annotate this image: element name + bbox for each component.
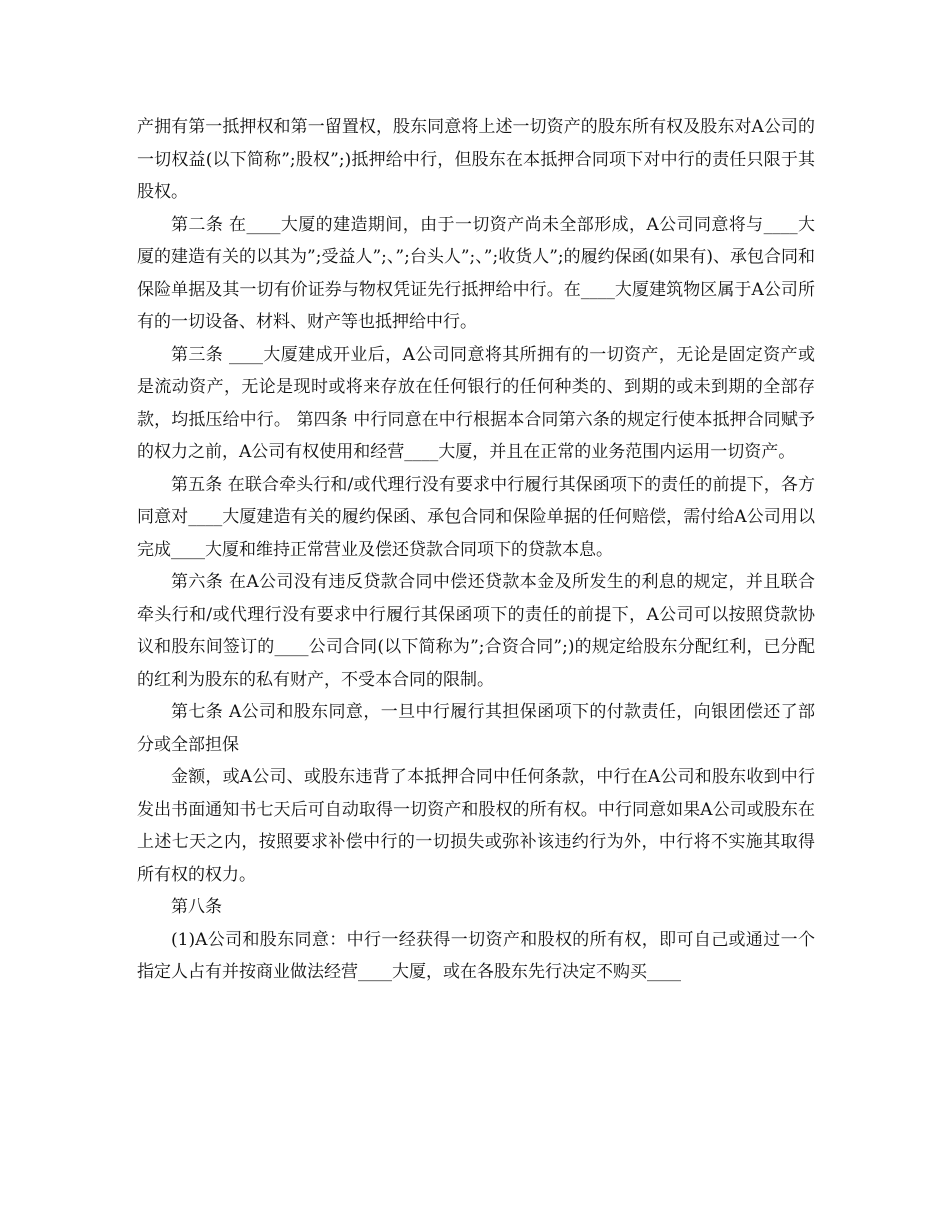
paragraph-article-8-heading: 第八条: [171, 897, 222, 917]
paragraph-1: 产拥有第一抵押权和第一留置权，股东同意将上述一切资产的股东所有权及股东对A公司的一切权益(以下简称”;股权”;)抵押给中行，但股东在本抵押合同项下对中行的责任只限于其股权。: [137, 117, 815, 202]
document-page: [137, 111, 815, 989]
paragraph-article-7: 第七条 A公司和股东同意，一旦中行履行其担保函项下的付款责任，向银团偿还了部分或全部担保: [137, 702, 815, 755]
paragraph-article-6: 第六条 在A公司没有违反贷款合同中偿还贷款本金及所发生的利息的规定，并且联合牵头行和/或代理行没有要求中行履行其保函项下的责任的前提下，A公司可以按照贷款协议和股东间签订的____公司合同(以下简称为”;合资合同”;)的规定给股东分配红利，已分配的红利为股东的私有财产，不受本合同的限制。: [137, 572, 815, 690]
paragraph-article-3-4: 第三条 ____大厦建成开业后，A公司同意将其所拥有的一切资产，无论是固定资产或是流动资产，无论是现时或将来存放在任何银行的任何种类的、到期的或未到期的全部存款，均抵压给中行。 第四条 中行同意在中行根据本合同第六条的规定行使本抵押合同赋予的权力之前，A公司有权使用和经营____大厦，并且在正常的业务范围内运用一切资产。: [137, 344, 815, 462]
paragraph-article-8-item-1: (1)A公司和股东同意：中行一经获得一切资产和股权的所有权，即可自己或通过一个指定人占有并按商业做法经营____大厦，或在各股东先行决定不购买____: [137, 929, 815, 982]
paragraph-article-7-continued: 金额，或A公司、或股东违背了本抵押合同中任何条款，中行在A公司和股东收到中行发出书面通知书七天后可自动取得一切资产和股权的所有权。中行同意如果A公司或股东在上述七天之内，按照要求补偿中行的一切损失或弥补该违约行为外，中行将不实施其取得所有权的权力。: [137, 767, 815, 885]
paragraph-article-2: 第二条 在____大厦的建造期间，由于一切资产尚未全部形成，A公司同意将与____大厦的建造有关的以其为”;受益人”;、”;台头人”;、”;收货人”;的履约保函(如果有)、承包合同和保险单据及其一切有价证券与物权凭证先行抵押给中行。在____大厦建筑物区属于A公司所有的一切设备、材料、财产等也抵押给中行。: [137, 214, 815, 332]
paragraph-article-5: 第五条 在联合牵头行和/或代理行没有要求中行履行其保函项下的责任的前提下，各方同意对____大厦建造有关的履约保函、承包合同和保险单据的任何赔偿，需付给A公司用以完成____大厦和维持正常营业及偿还贷款合同项下的贷款本息。: [137, 474, 815, 560]
